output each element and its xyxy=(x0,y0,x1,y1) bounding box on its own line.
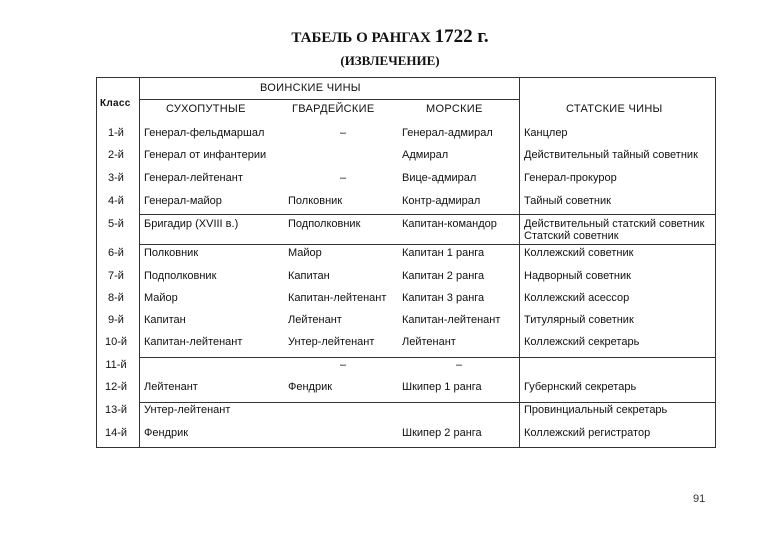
col-divider-civil xyxy=(519,77,520,448)
row-civil: Коллежский секретарь xyxy=(524,336,640,348)
header-land: СУХОПУТНЫЕ xyxy=(166,103,246,115)
row-land: Лейтенант xyxy=(144,381,198,393)
row-civil: Действительный статский советник xyxy=(524,218,705,230)
row-class: 7-й xyxy=(108,270,124,282)
row-divider xyxy=(139,402,716,403)
row-naval: Капитан 1 ранга xyxy=(402,247,485,259)
row-class: 11-й xyxy=(105,359,127,371)
row-land: Фендрик xyxy=(144,427,189,439)
row-class: 13-й xyxy=(104,404,128,416)
row-guard: Капитан-лейтенант xyxy=(288,292,387,304)
header-guard: ГВАРДЕЙСКИЕ xyxy=(292,103,375,115)
document-title xyxy=(0,27,780,48)
row-naval: Вице-адмирал xyxy=(402,172,477,184)
row-naval: Капитан 3 ранга xyxy=(402,292,485,304)
row-civil: Коллежский советник xyxy=(524,247,634,259)
table-border-top xyxy=(96,77,716,78)
row-guard: Унтер-лейтенант xyxy=(288,336,375,348)
row-civil: Канцлер xyxy=(524,127,568,139)
row-naval: Генерал-адмирал xyxy=(402,127,493,139)
row-naval: Капитан-командор xyxy=(402,218,497,230)
row-guard: Капитан xyxy=(288,270,330,282)
row-land: Майор xyxy=(144,292,178,304)
row-class: 2-й xyxy=(108,149,124,161)
header-civil: СТАТСКИЕ ЧИНЫ xyxy=(566,103,663,115)
row-class: 1-й xyxy=(108,127,124,139)
row-guard: Лейтенант xyxy=(288,314,342,326)
row-land: Генерал-фельдмаршал xyxy=(144,127,265,139)
row-guard: – xyxy=(340,172,347,184)
row-divider xyxy=(139,357,716,358)
title-year: 1722 г. xyxy=(434,26,489,47)
row-guard: Полковник xyxy=(288,195,343,207)
row-naval: – xyxy=(456,359,463,371)
row-class: 12-й xyxy=(104,381,128,393)
row-civil-second: Статский советник xyxy=(524,230,619,242)
row-naval: Шкипер 2 ранга xyxy=(402,427,482,439)
row-class: 6-й xyxy=(108,247,124,259)
table-border-right xyxy=(715,77,716,448)
row-civil: Генерал-прокурор xyxy=(524,172,617,184)
table-border-bottom xyxy=(96,447,716,448)
row-naval: Капитан-лейтенант xyxy=(402,314,501,326)
row-civil: Тайный советник xyxy=(524,195,611,207)
row-class: 9-й xyxy=(108,314,124,326)
row-land: Унтер-лейтенант xyxy=(144,404,231,416)
row-guard: – xyxy=(340,359,347,371)
title-text: ТАБЕЛЬ О РАНГАХ xyxy=(291,30,431,46)
header-class: Класс xyxy=(100,98,131,109)
row-class: 10-й xyxy=(104,336,128,348)
row-naval: Капитан 2 ранга xyxy=(402,270,485,282)
row-land: Капитан-лейтенант xyxy=(144,336,243,348)
row-guard: Фендрик xyxy=(288,381,333,393)
row-land: Генерал-майор xyxy=(144,195,222,207)
header-military: ВОИНСКИЕ ЧИНЫ xyxy=(260,82,361,94)
row-land: Подполковник xyxy=(144,270,217,282)
row-civil: Надворный советник xyxy=(524,270,631,282)
row-naval: Контр-адмирал xyxy=(402,195,481,207)
page-number: 91 xyxy=(693,493,706,505)
row-class: 8-й xyxy=(108,292,124,304)
row-class: 3-й xyxy=(108,172,124,184)
row-land: Генерал от инфантерии xyxy=(144,149,267,161)
row-civil: Коллежский регистратор xyxy=(524,427,651,439)
rank-table xyxy=(96,77,716,448)
header-military-divider xyxy=(139,99,519,100)
row-civil: Действительный тайный советник xyxy=(524,149,698,161)
row-civil: Губернский секретарь xyxy=(524,381,637,393)
row-class: 14-й xyxy=(104,427,128,439)
row-guard: – xyxy=(340,127,347,139)
header-naval: МОРСКИЕ xyxy=(426,103,483,115)
row-class: 5-й xyxy=(108,218,124,230)
row-land: Генерал-лейтенант xyxy=(144,172,243,184)
row-divider xyxy=(139,214,716,215)
row-guard: Подполковник xyxy=(288,218,361,230)
row-civil: Провинциальный секретарь xyxy=(524,404,668,416)
row-divider xyxy=(139,244,716,245)
row-guard: Майор xyxy=(288,247,322,259)
col-divider-class xyxy=(139,77,140,448)
row-naval: Адмирал xyxy=(402,149,449,161)
document-subtitle: (ИЗВЛЕЧЕНИЕ) xyxy=(340,53,440,68)
row-class: 4-й xyxy=(108,195,124,207)
row-naval: Лейтенант xyxy=(402,336,456,348)
row-civil: Титулярный советник xyxy=(524,314,634,326)
row-land: Бригадир (XVIII в.) xyxy=(144,218,239,230)
row-civil: Коллежский асессор xyxy=(524,292,630,304)
row-naval: Шкипер 1 ранга xyxy=(402,381,482,393)
row-land: Полковник xyxy=(144,247,199,259)
row-land: Капитан xyxy=(144,314,186,326)
